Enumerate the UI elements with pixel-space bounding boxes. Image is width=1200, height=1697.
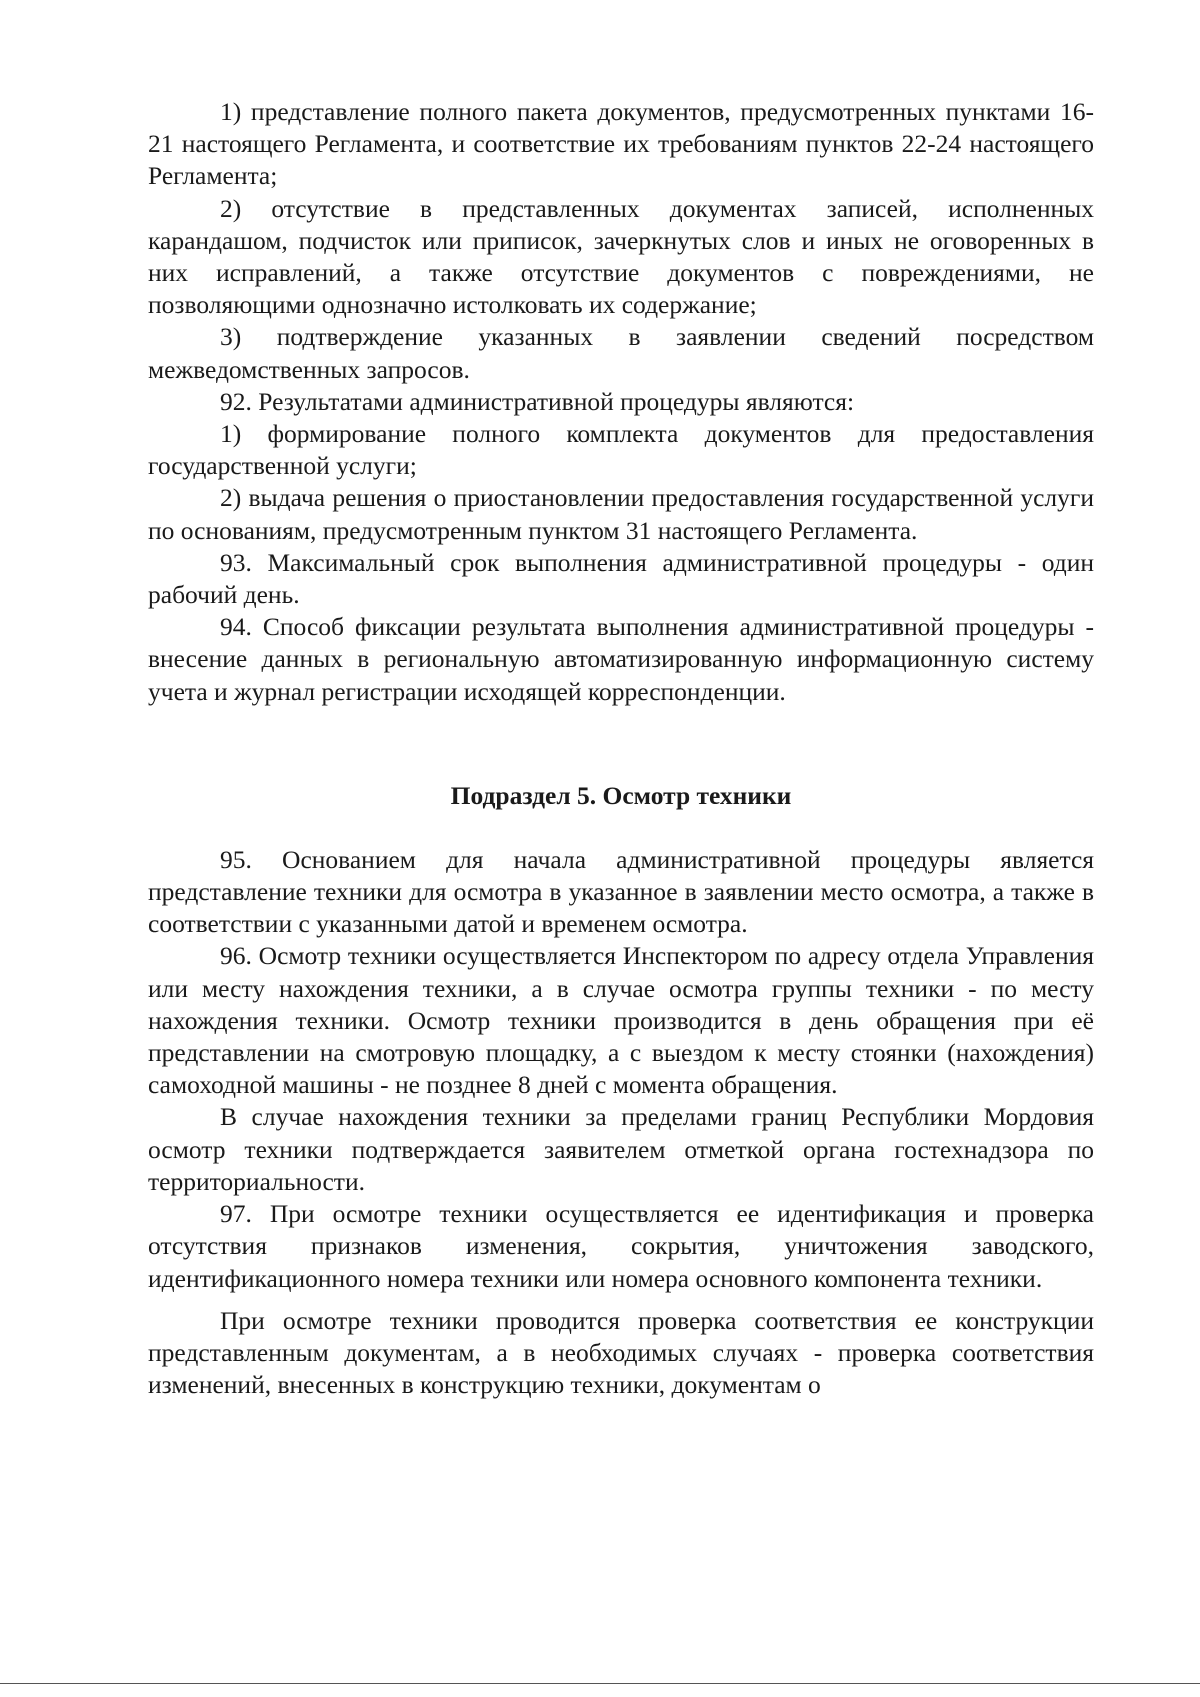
clause-94: 94. Способ фиксации результата выполнения административной процедуры - внесение данных в региональную автоматизированную информационную систему учета и журнал регистрации исходящей корреспонденции.: [148, 612, 1094, 706]
clause-93: 93. Максимальный срок выполнения административной процедуры - один рабочий день.: [148, 547, 1094, 610]
list-item-complete-package: 1) представление полного пакета документов, предусмотренных пунктами 16-21 настоящего Регламента, и соответствие их требованиям пунктов 22-24 настоящего Регламента;: [148, 97, 1094, 191]
clause-95: 95. Основанием для начала административной процедуры является представление техники для осмотра в указанное в заявлении место осмотра, а также в соответствии с указанными датой и временем осмотра.: [148, 844, 1094, 939]
list-item-document-set: 1) формирование полного комплекта документов для предоставления государственной услуги;: [148, 419, 1094, 481]
list-item-suspension-decision: 2) выдача решения о приостановлении предоставления государственной услуги по основаниям, предусмотренным пунктом 31 настоящего Регламента.: [148, 483, 1094, 545]
section-heading: Подраздел 5. Осмотр техники: [450, 780, 792, 810]
document-page: [148, 96, 1094, 1401]
paragraph-outside-region: В случае нахождения техники за пределами границ Республики Мордовия осмотр техники подтверждается заявителем отметкой органа гостехнадзора по территориальности.: [148, 1102, 1094, 1196]
clause-97: 97. При осмотре техники осуществляется ее идентификация и проверка отсутствия признаков изменения, сокрытия, уничтожения заводского, идентификационного номера техники или номера основного компонента техники.: [148, 1199, 1094, 1293]
clause-92-intro: 92. Результатами административной процедуры являются:: [220, 386, 855, 416]
page-bottom-rule: [0, 1683, 1200, 1684]
list-item-no-corrections: 2) отсутствие в представленных документах записей, исполненных карандашом, подчисток или приписок, зачеркнутых слов и иных не оговоренных в них исправлений, а также отсутствие документов с повреждениями, не позволяющими однозначно истолковать их содержание;: [148, 193, 1094, 320]
list-item-interagency-requests: 3) подтверждение указанных в заявлении сведений посредством межведомственных запросов.: [148, 322, 1094, 384]
clause-96: 96. Осмотр техники осуществляется Инспектором по адресу отдела Управления или месту нахождения техники, а в случае осмотра группы техники - по месту нахождения техники. Осмотр техники производится в день обращения при её представлении на смотровую площадку, а с выездом к месту стоянки (нахождения) самоходной машины - не позднее 8 дней с момента обращения.: [148, 941, 1094, 1100]
paragraph-construction-check: При осмотре техники проводится проверка соответствия ее конструкции представленным документам, а в необходимых случаях - проверка соответствия изменений, внесенных в конструкцию техники, документам о: [148, 1305, 1094, 1400]
